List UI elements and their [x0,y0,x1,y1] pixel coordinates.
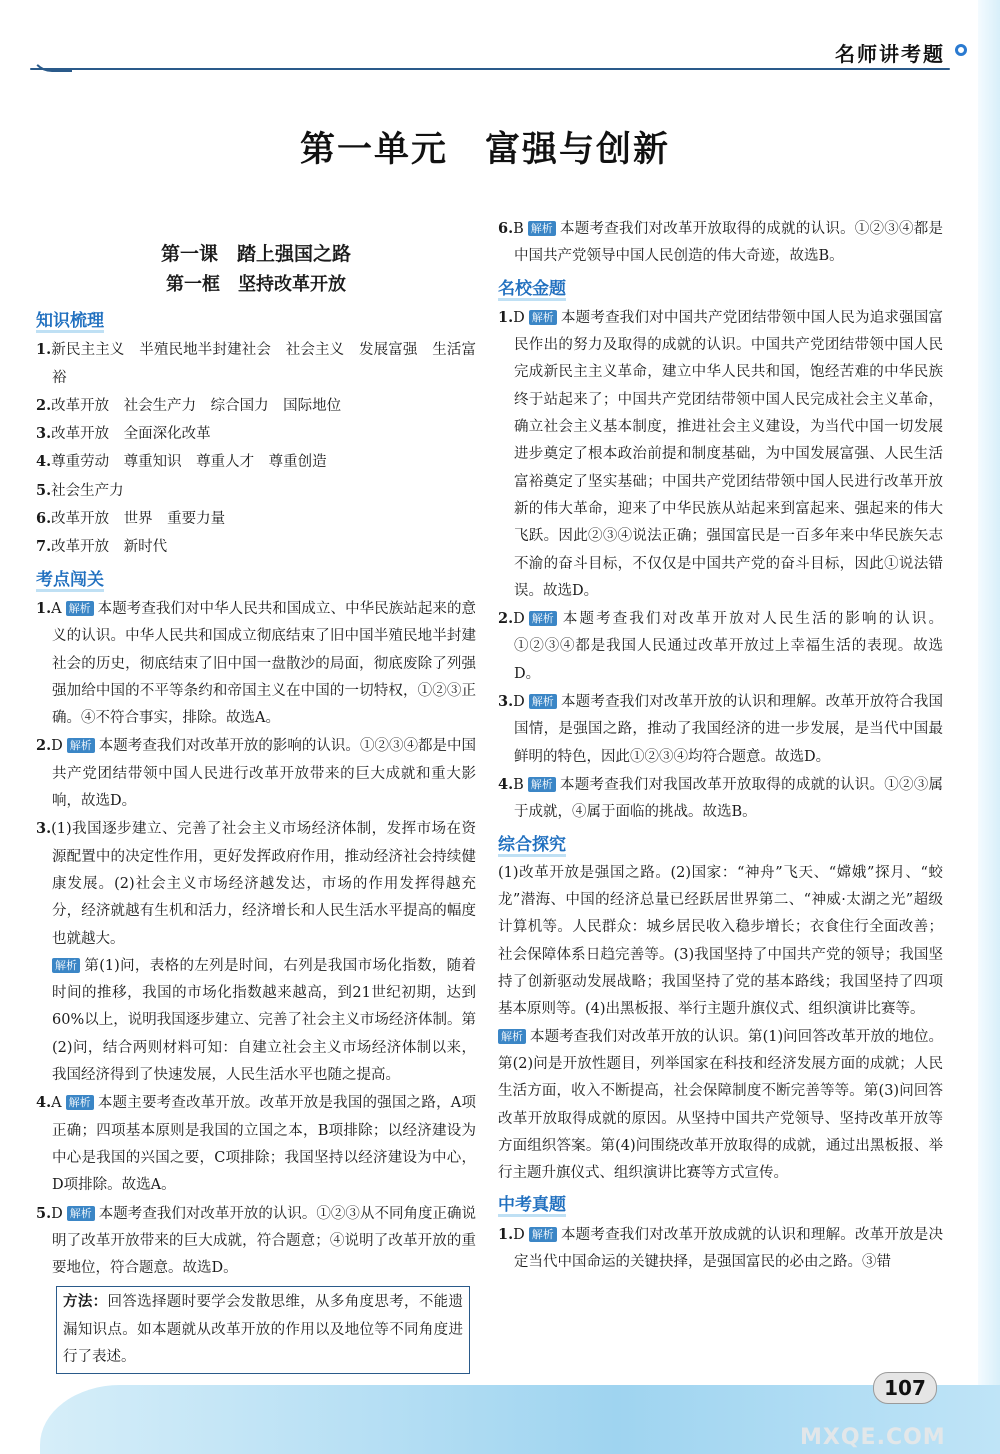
list-item: 7.改革开放 新时代 [36,538,168,556]
list-item: 1.新民主主义 半殖民地半封建社会 社会主义 发展富强 生活富裕 [36,341,476,386]
answer-item: 3.D 解析 本题考查我们对改革开放的认识和理解。改革开放符合我国国情，是强国之路，推动了我国经济的进一步发展，是当代中国最鲜明的特色，因此①②③④均符合题意。故选D。 [498,693,943,765]
page-number: 107 [873,1372,937,1404]
analysis-tag: 解析 [528,777,556,792]
section-heading-zhongkao: 中考真题 [498,1191,566,1219]
analysis-tag: 解析 [66,1095,94,1110]
page-header [30,20,975,72]
section-heading-zhishi: 知识梳理 [36,307,104,335]
analysis-paragraph: 解析 第(1)问，表格的左列是时间，右列是我国市场化指数，随着时间的推移，我国的市场化指数越来越高，到21世纪初期，达到60%以上，说明我国逐步建立、完善了社会主义市场经济体制。第(2)问，结合两则材料可知：自建立社会主义市场经济体制以来，我国经济得到了快速发展，人民生活水平也随之提高。 [52,957,476,1084]
section-heading-mingxiao: 名校金题 [498,275,566,303]
answer-item: 2.D 解析 本题考查我们对改革开放对人民生活的影响的认识。①②③④都是我国人民通过改革开放过上幸福生活的表现。故选D。 [498,610,943,682]
analysis-tag: 解析 [66,601,94,616]
frame-title: 第一框 坚持改革开放 [166,274,346,295]
analysis-tag: 解析 [528,221,556,236]
answer-item: 5.D 解析 本题考查我们对改革开放的认识。①②③从不同角度正确说明了改革开放带来的巨大成就，符合题意；④说明了改革开放的重要地位，符合题意。故选D。 [36,1204,476,1277]
analysis-paragraph: 解析 本题考查我们对改革开放的认识。第(1)问回答改革开放的地位。第(2)问是开放性题目，列举国家在科技和经济发展方面的成就；人民生活方面，收入不断提高，社会保障制度不断完善等等。第(3)问回答改革开放取得成就的原因。从坚持中国共产党领导、坚持改革开放等方面组织答案。第(4)问围绕改革开放取得的成就，通过出黑板报、举行主题升旗仪式、组织演讲比赛等方式宣传。 [498,1028,943,1182]
list-item: 6.改革开放 世界 重要力量 [36,510,226,528]
analysis-tag: 解析 [529,310,557,325]
answer-paragraph: (1)改革开放是强国之路。(2)国家：“神舟”飞天、“嫦娥”探月、“蛟龙”潜海、中国的经济总量已经跃居世界第二、“神威·太湖之光”超级计算机等。人民群众：城乡居民收入稳步增长；衣食住行全面改善；社会保障体系日趋完善等。(3)我国坚持了中国共产党的领导；我国坚持了创新驱动发展战略；我国坚持了党的基本路线；我国坚持了四项基本原则等。(4)出黑板报、举行主题升旗仪式、组织演讲比赛等。 [498,864,943,1018]
lesson-title: 第一课 踏上强国之路 [160,243,351,265]
header-rule [30,68,950,70]
answer-item: 1.A 解析 本题考查我们对中华人民共和国成立、中华民族站起来的意义的认识。中华人民共和国成立彻底结束了旧中国半殖民地半封建社会的历史，彻底结束了旧中国一盘散沙的局面，彻底废除了列强强加给中国的不平等条约和帝国主义在中国的一切特权，①②③正确。④不符合事实，排除。故选A。 [36,599,476,727]
analysis-tag: 解析 [498,1029,526,1044]
list-item: 4.尊重劳动 尊重知识 尊重人才 尊重创造 [36,453,327,471]
section-heading-kaodian: 考点闯关 [36,566,104,594]
analysis-tag: 解析 [67,1206,95,1221]
knowledge-list [36,336,476,561]
section-heading-zonghe: 综合探究 [498,831,566,859]
unit-title: 第一单元 富强与创新 [299,130,670,170]
analysis-tag: 解析 [529,694,557,709]
page-edge [978,0,1000,1454]
method-label: 方法： [63,1294,108,1311]
analysis-tag: 解析 [52,958,80,973]
analysis-tag: 解析 [529,611,557,626]
list-item: 5.社会生产力 [36,481,124,499]
answer-item: 6.B 解析 本题考查我们对改革开放取得的成就的认识。①②③④都是中国共产党领导中国人民创造的伟大奇迹，故选B。 [498,220,943,265]
watermark: MXQE.COM [800,1425,946,1450]
right-column [498,215,943,1276]
answer-item: 3.(1)我国逐步建立、完善了社会主义市场经济体制，发挥市场在资源配置中的决定性作用，更好发挥政府作用，推动经济社会持续健康发展。(2)社会主义市场经济越发达，市场的作用发挥得越充分，经济就越有生机和活力，经济增长和人民生活水平提高的幅度也就越大。 [36,820,476,947]
answer-item: 1.D 解析 本题考查我们对改革开放成就的认识和理解。改革开放是决定当代中国命运的关键抉择，是强国富民的必由之路。③错 [498,1225,943,1270]
method-box: 方法：回答选择题时要学会发散思维，从多角度思考，不能遗漏知识点。如本题就从改革开放的作用以及地位等不同角度进行了表述。 [56,1286,470,1374]
circle-icon [955,44,967,56]
list-item: 2.改革开放 社会生产力 综合国力 国际地位 [36,396,342,414]
answer-item: 2.D 解析 本题考查我们对改革开放的影响的认识。①②③④都是中国共产党团结带领中国人民进行改革开放带来的巨大成就和重大影响，故选D。 [36,737,476,810]
answer-item: 4.B 解析 本题考查我们对我国改革开放取得的成就的认识。①②③属于成就，④属于面临的挑战。故选B。 [498,775,943,821]
list-item: 3.改革开放 全面深化改革 [36,425,211,443]
header-brand: 名师讲考题 [835,42,945,66]
answer-item: 4.A 解析 本题主要考查改革开放。改革开放是我国的强国之路，A项正确；四项基本原则是我国的立国之本，B项排除；以经济建设为中心是我国的兴国之要，C项排除；我国坚持以经济建设为中心，D项排除。故选A。 [36,1094,476,1194]
left-column [36,215,476,1374]
answer-item: 1.D 解析 本题考查我们对中国共产党团结带领中国人民为追求强国富民作出的努力及取得的成就的认识。中国共产党团结带领中国人民完成新民主主义革命，建立中华人民共和国，饱经苦难的中华民族终于站起来了；中国共产党团结带领中国人民完成社会主义革命，确立社会主义基本制度，推进社会主义建设，为当代中国一切发展进步奠定了根本政治前提和制度基础，为中国发展富强、人民生活富裕奠定了坚实基础；中国共产党团结带领中国人民进行改革开放新的伟大革命，迎来了中华民族从站起来到富起来、强起来的伟大飞跃。因此②③④说法正确；强国富民是一百多年来中华民族矢志不渝的奋斗目标，不仅仅是中国共产党的奋斗目标，因此①说法错误。故选D。 [498,308,943,599]
analysis-tag: 解析 [67,738,95,753]
analysis-tag: 解析 [529,1227,557,1242]
